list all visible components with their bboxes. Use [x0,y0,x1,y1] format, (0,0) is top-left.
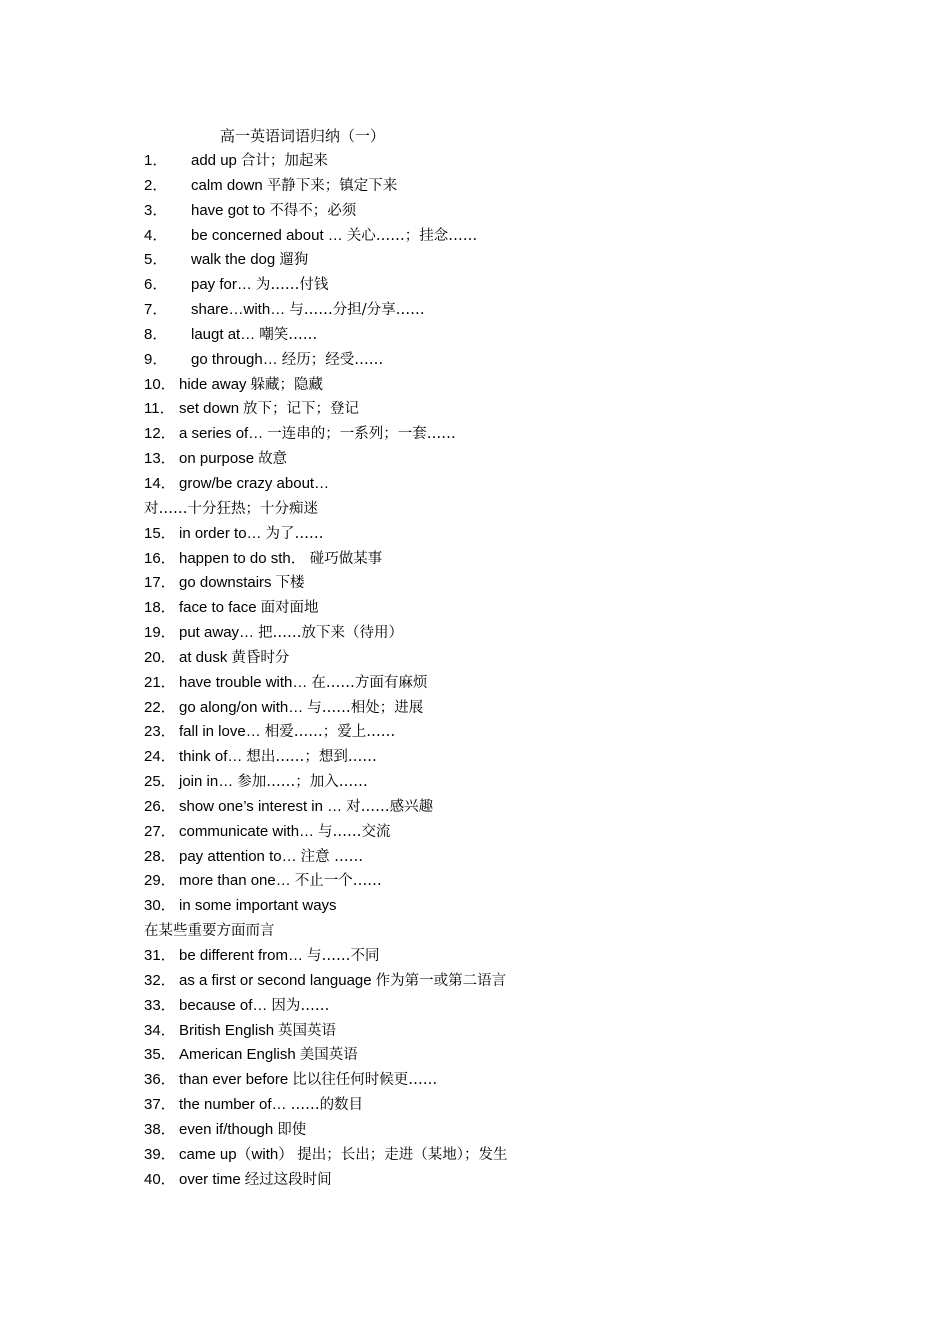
english-phrase: be different from… [179,947,303,964]
vocab-entry [144,447,904,472]
english-phrase: face to face [179,599,257,617]
chinese-meaning: 英国英语 [278,1022,337,1039]
vocab-entry [144,547,904,572]
vocab-entry [144,770,904,795]
entry-number: 27． [144,822,176,840]
chinese-meaning: 因为…… [271,997,330,1014]
entry-number: 38． [144,1120,176,1138]
english-phrase: than ever before [179,1071,289,1089]
english-phrase: in order to… [179,524,262,542]
vocab-entry [144,1143,904,1168]
chinese-meaning: 在……方面有麻烦 [311,674,428,691]
vocab-entry [144,696,904,721]
chinese-meaning: 关心……；挂念…… [346,227,478,244]
english-phrase: in some important ways [179,897,337,915]
english-phrase: more than one… [179,872,291,890]
english-phrase: the number of… [179,1096,287,1114]
chinese-meaning: 碰巧做某事 [309,550,383,567]
entry-number: 26． [144,797,176,815]
chinese-meaning: 注意 …… [300,848,364,865]
vocab-entry [144,1118,904,1143]
entry-number: 31． [144,947,176,964]
vocab-entry [144,298,904,323]
entry-number: 6． [144,276,168,294]
chinese-meaning: 遛狗 [279,252,309,269]
entry-number: 36． [144,1071,176,1089]
entry-number: 34． [144,1021,176,1039]
entry-number: 24． [144,748,176,766]
chinese-meaning: 与……不同 [306,948,380,964]
entry-number: 28． [144,847,176,865]
vocab-entry [144,596,904,621]
entry-number: 10． [144,375,176,393]
vocab-entry [144,795,904,820]
entry-number: 16． [144,549,176,567]
chinese-meaning: 嘲笑…… [259,326,318,343]
chinese-meaning: 与……相处；进展 [307,699,424,716]
chinese-meaning: 黄昏时分 [231,649,290,666]
entry-number: 9． [144,350,168,368]
english-phrase: show one’s interest in … [179,797,343,815]
entry-number: 40． [144,1170,176,1188]
vocab-entry [144,1068,904,1093]
english-phrase: British English [179,1021,275,1039]
chinese-meaning: 经历；经受…… [281,351,384,368]
chinese-meaning: 不得不；必须 [269,202,357,219]
vocab-entry [144,348,904,373]
entry-number: 23． [144,723,176,741]
english-phrase: put away… [179,624,255,642]
chinese-meaning: 为……付钱 [255,277,329,294]
entry-number: 19． [144,624,176,642]
entry-number: 37． [144,1096,176,1114]
english-phrase: pay for… [191,276,252,294]
entry-number: 12． [144,425,176,443]
english-phrase: over time [179,1170,241,1188]
chinese-meaning: 下楼 [275,575,305,592]
english-phrase: think of… [179,748,243,766]
entry-number: 4． [144,226,168,244]
chinese-meaning: 提出；长出；走进（某地）；发生 [297,1146,508,1163]
entry-number: 11． [144,400,175,418]
vocab-entry [144,397,904,422]
vocab-entry [144,720,904,745]
vocabulary-list [144,149,904,1192]
english-phrase: laugt at… [191,325,256,343]
vocab-entry-continuation [144,919,904,944]
chinese-meaning: 与……分担/分享…… [289,302,425,319]
english-phrase: on purpose [179,450,255,468]
chinese-meaning: 对……十分狂热；十分痴迷 [144,500,318,517]
english-phrase: share…with… [191,301,286,319]
entry-number: 5． [144,251,168,269]
english-phrase: go through… [191,350,278,368]
english-phrase: at dusk [179,648,228,666]
chinese-meaning: 在某些重要方面而言 [144,923,275,940]
entry-number: 32． [144,971,176,989]
entry-number: 2． [144,176,168,194]
english-phrase: calm down [191,176,263,194]
vocab-entry [144,149,904,174]
vocab-entry [144,199,904,224]
english-phrase: because of… [179,996,268,1014]
vocab-entry [144,373,904,398]
vocab-entry [144,224,904,249]
english-phrase: have got to [191,201,266,219]
entry-number: 20． [144,648,176,666]
vocab-entry [144,671,904,696]
english-phrase: communicate with… [179,822,315,840]
chinese-meaning: 即使 [277,1121,307,1138]
vocab-entry [144,1043,904,1068]
chinese-meaning: 对……感兴趣 [346,798,434,815]
english-phrase: be concerned about … [191,226,343,244]
vocab-entry [144,472,904,497]
chinese-meaning: 参加……；加入…… [237,774,368,791]
chinese-meaning: 合计；加起来 [240,153,328,169]
english-phrase: set down [179,400,240,418]
chinese-meaning: 故意 [258,451,288,468]
document-title: 高一英语词语归纳（一） [220,127,386,145]
entry-number: 15． [144,524,176,542]
english-phrase: walk the dog [191,251,276,269]
vocab-entry [144,894,904,919]
entry-number: 29． [144,872,176,890]
chinese-meaning: 为了…… [265,525,324,542]
english-phrase: hide away [179,375,247,393]
vocab-entry [144,323,904,348]
entry-number: 33． [144,996,176,1014]
vocab-entry [144,646,904,671]
entry-number: 13． [144,450,176,468]
chinese-meaning: 躲藏；隐藏 [250,376,324,393]
vocab-entry [144,1168,904,1193]
english-phrase: have trouble with… [179,673,308,691]
entry-number: 22． [144,698,176,716]
entry-number: 3． [144,201,168,219]
vocab-entry [144,745,904,770]
entry-number: 7． [144,301,168,319]
chinese-meaning: 作为第一或第二语言 [375,972,507,989]
english-phrase: happen to do sth． [179,549,306,567]
entry-number: 39． [144,1145,176,1163]
entry-number: 25． [144,773,176,791]
vocab-entry [144,1093,904,1118]
entry-number: 1． [144,152,168,169]
vocab-entry [144,869,904,894]
english-phrase: grow/be crazy about… [179,474,330,492]
english-phrase: add up [191,152,237,169]
english-phrase: a series of… [179,425,264,443]
chinese-meaning: 一连串的；一系列；一套…… [267,426,456,443]
entry-number: 8． [144,325,168,343]
chinese-meaning: 平静下来；镇定下来 [266,177,398,194]
english-phrase: American English [179,1046,296,1064]
english-phrase: go downstairs [179,574,272,592]
entry-number: 14． [144,474,176,492]
vocab-entry [144,571,904,596]
chinese-meaning: 不止一个…… [294,873,382,890]
vocab-entry [144,969,904,994]
vocab-entry [144,621,904,646]
english-phrase: go along/on with… [179,698,304,716]
english-phrase: join in… [179,773,234,791]
chinese-meaning: 比以往任何时候更…… [292,1072,438,1089]
english-phrase: pay attention to… [179,847,297,865]
vocab-entry [144,994,904,1019]
chinese-meaning: 与……交流 [318,823,391,840]
vocab-entry [144,422,904,447]
vocab-entry-continuation [144,497,904,522]
chinese-meaning: 把……放下来（待用） [258,625,404,642]
vocab-entry [144,273,904,298]
entry-number: 17． [144,574,176,592]
entry-number: 18． [144,599,176,617]
vocab-entry [144,820,904,845]
chinese-meaning: 放下；记下；登记 [243,401,360,418]
vocab-entry [144,944,904,969]
chinese-meaning: 面对面地 [260,600,319,617]
english-phrase: as a first or second language [179,971,372,989]
english-phrase: even if/though [179,1120,274,1138]
vocab-entry [144,522,904,547]
entry-number: 21． [144,673,176,691]
chinese-meaning: 美国英语 [299,1047,358,1064]
vocab-entry [144,174,904,199]
english-phrase: fall in love… [179,723,261,741]
chinese-meaning: 想出……；想到…… [246,749,377,766]
entry-number: 35． [144,1046,176,1064]
vocab-entry [144,845,904,870]
entry-number: 30． [144,897,176,915]
english-phrase: came up（with） [179,1145,294,1163]
vocab-entry [144,1019,904,1044]
chinese-meaning: ……的数目 [290,1097,364,1114]
chinese-meaning: 经过这段时间 [244,1171,332,1188]
chinese-meaning: 相爱……；爱上…… [264,724,396,741]
vocab-entry [144,248,904,273]
